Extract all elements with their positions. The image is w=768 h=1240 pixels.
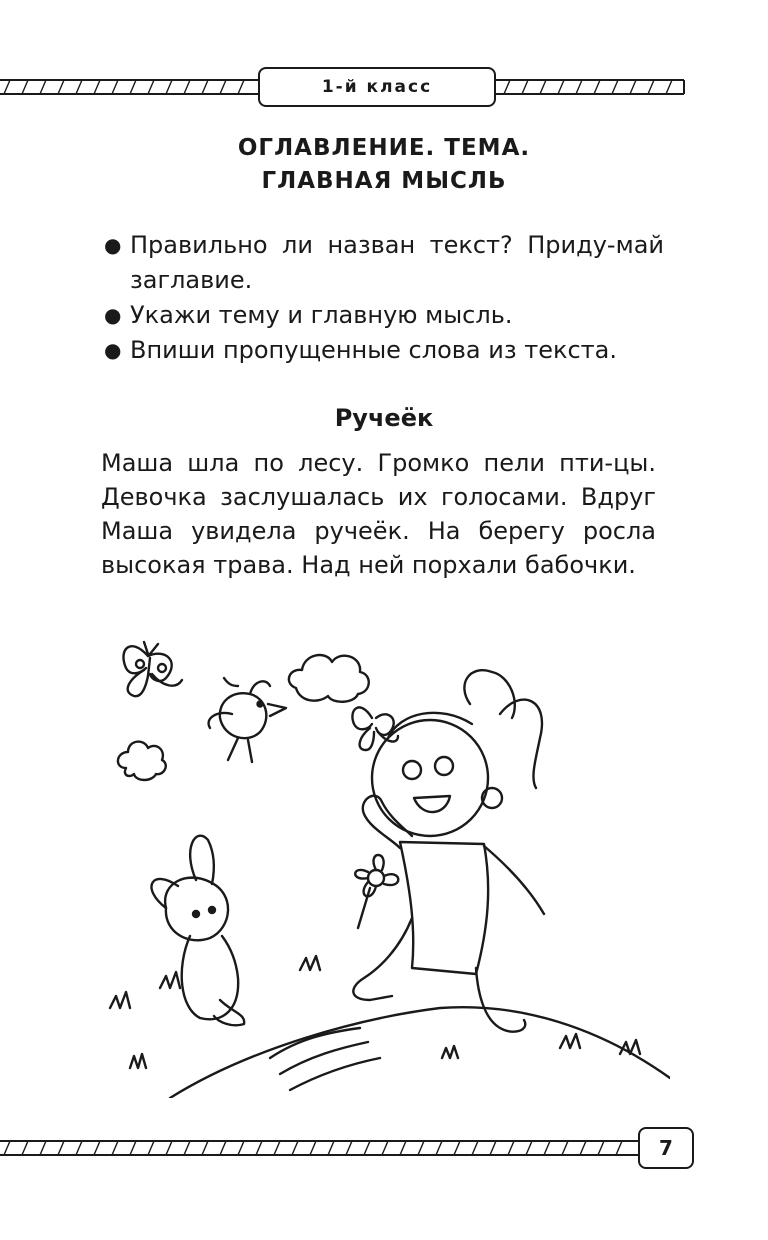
task-text: Впиши пропущенные слова из текста.: [130, 336, 617, 364]
task-item: [104, 333, 664, 368]
grade-label: 1-й класс: [321, 77, 433, 97]
section-title-line-1: ОГЛАВЛЕНИЕ. ТЕМА.: [237, 135, 531, 161]
story-illustration: [100, 628, 670, 1098]
girl-icon: [353, 670, 544, 1032]
page-number-box: [638, 1127, 694, 1169]
cloud-icon: [118, 742, 166, 780]
section-title-line-2: ГЛАВНАЯ МЫСЛЬ: [261, 168, 507, 194]
bullet-icon: ●: [104, 303, 122, 327]
task-text: Правильно ли назван текст? Приду-май заглавие.: [130, 231, 664, 294]
flower-icon: [355, 855, 398, 928]
task-text: Укажи тему и главную мысль.: [130, 301, 513, 329]
cloud-icon: [289, 655, 369, 702]
butterfly-icon: [352, 707, 398, 750]
task-item: [104, 298, 664, 333]
bottom-rule: [0, 1139, 640, 1159]
bunny-icon: [151, 836, 244, 1026]
section-title: [0, 132, 768, 198]
story-text: Маша шла по лесу. Громко пели пти-цы. Девочка заслушалась их голосами. Вдруг Маша увидела ручеёк. На берегу росла высокая трава. Над ней порхали бабочки.: [101, 449, 656, 579]
story-title: Ручеёк: [334, 404, 434, 432]
bullet-icon: ●: [104, 233, 122, 257]
grade-badge: [258, 67, 496, 107]
bullet-icon: ●: [104, 338, 122, 362]
page-number: 7: [659, 1136, 673, 1160]
grass-icon: [110, 956, 640, 1068]
task-item: [104, 228, 664, 298]
butterfly-icon: [123, 642, 182, 696]
stream-icon: [270, 1028, 380, 1090]
bird-icon: [209, 678, 286, 762]
task-list: [104, 228, 664, 368]
